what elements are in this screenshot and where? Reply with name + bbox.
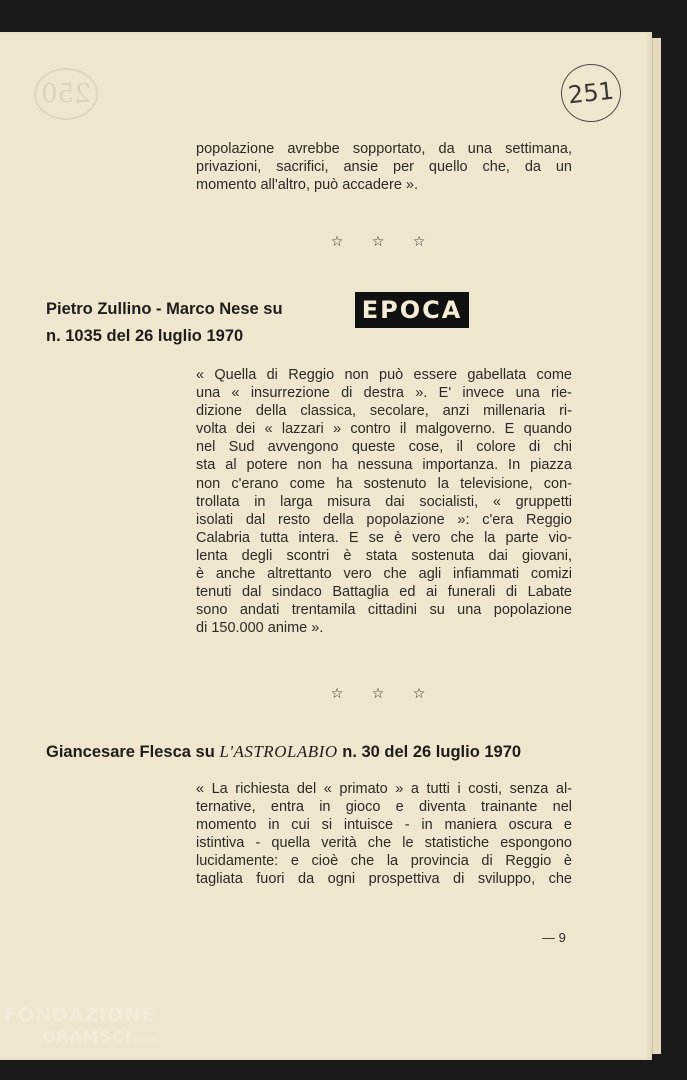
text-line: sono andati trentamila cittadini su una popolazione <box>196 602 572 619</box>
fondazione-gramsci-watermark <box>4 1004 158 1051</box>
article1-issue: n. 1035 del 26 luglio 1970 <box>46 327 244 345</box>
text-line: « La richiesta del « primato » a tutti i costi, senza al- <box>196 781 572 797</box>
article2-author: Giancesare Flesca su <box>46 743 215 761</box>
text-line: Calabria tutta intera. E se è vero che la parte vio- <box>196 529 572 546</box>
text-line: « Quella di Reggio non può essere gabellata come <box>196 367 572 383</box>
text-line: isolati dal resto della popolazione »: c'era Reggio <box>196 511 572 528</box>
text-line: ternative, entra in gioco e diventa trainante nel <box>196 799 572 816</box>
continuation-paragraph <box>196 140 572 194</box>
article2-heading <box>46 742 521 762</box>
article1-authors: Pietro Zullino - Marco Nese su <box>46 300 283 318</box>
text-line: volta dei « lazzari » contro il malgoverno. E quando <box>196 421 572 438</box>
section-separator: ☆ ☆ ☆ <box>330 234 438 250</box>
watermark-line1: FONDAZIONE <box>4 1004 156 1026</box>
text-line: lucidamente: e cioè che la provincia di Reggio è <box>196 853 572 870</box>
watermark-line3: onlus <box>133 1035 159 1045</box>
watermark-line2: GRAMSCI <box>42 1027 132 1046</box>
text-line: privazioni, sacrifici, ansie per quello che, da un <box>196 159 572 176</box>
text-line: di 150.000 anime ». <box>196 620 324 637</box>
text-line: tenuti dal sindaco Battaglia ed ai funerali di Labate <box>196 584 572 601</box>
text-line: dizione della classica, secolare, anzi millenaria ri- <box>196 403 572 420</box>
article2-magazine: L'ASTROLABIO <box>219 742 338 761</box>
text-line: è anche altrettanto vero che agli infiammati comizi <box>196 566 572 583</box>
text-line: lenta degli scontri è stata sostenuta dai giovani, <box>196 547 572 564</box>
text-line: non c'erano come ha sostenuto la televisione, con- <box>196 475 572 492</box>
page-number: — 9 <box>542 930 566 945</box>
watermark-line2-wrap <box>4 1026 158 1051</box>
text-line: sta al potere non ha nessuna importanza. In piazza <box>196 457 572 474</box>
text-line: tagliata fuori da ogni prospettiva di sviluppo, che <box>196 871 572 888</box>
faded-stamp-number: 250 <box>41 79 91 109</box>
text-line: trollata in larga misura dai socialisti, « gruppetti <box>196 493 572 510</box>
article2-issue: n. 30 del 26 luglio 1970 <box>342 743 522 761</box>
page-edge <box>652 38 661 1054</box>
text-line: una « insurrezione di destra ». E' invece una rie- <box>196 385 572 402</box>
article2-quote <box>196 780 572 889</box>
text-line: nel Sud avvengono queste cose, il colore di chi <box>196 439 572 456</box>
archive-page-number: 251 <box>566 76 616 110</box>
text-line: momento all'altro, può accadere ». <box>196 177 419 194</box>
faded-archive-stamp <box>34 68 98 120</box>
epoca-magazine-logo <box>355 292 469 328</box>
article1-quote <box>196 366 572 637</box>
section-separator: ☆ ☆ ☆ <box>330 686 438 702</box>
text-line: popolazione avrebbe sopportato, da una settimana, <box>196 141 572 157</box>
text-line: istintiva - quella verità che le statistiche espongono <box>196 835 572 852</box>
epoca-logo-text: EPOCA <box>361 296 463 324</box>
text-line: momento in cui si intuisce - in maniera oscura e <box>196 817 572 834</box>
